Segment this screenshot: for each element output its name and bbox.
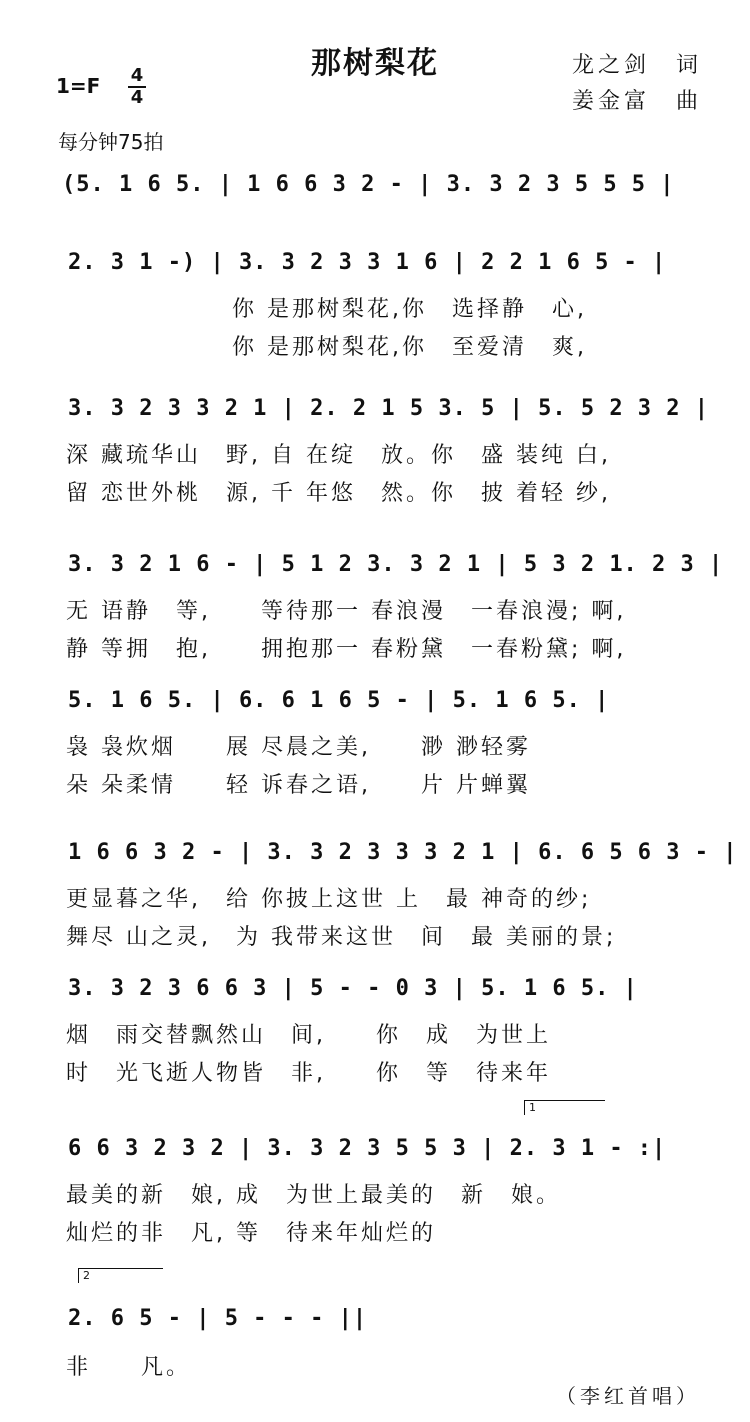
lyric-verse-2: 时 光飞逝人物皆 非, 你 等 待来年 bbox=[66, 1061, 551, 1086]
lyric-verse-2: 留 恋世外桃 源, 千 年悠 然。你 披 着轻 纱, bbox=[66, 481, 611, 506]
song-title: 那树梨花 bbox=[311, 46, 439, 81]
volta-2: 2 bbox=[78, 1268, 163, 1283]
lyric-verse-1: 深 藏琉华山 野, 自 在绽 放。你 盛 装纯 白, bbox=[66, 443, 611, 468]
notes-line: 1 6 6 3 2 - | 3. 3 2 3 3 3 2 1 | 6. 6 5 6 3 - | bbox=[68, 840, 738, 865]
singer-credit: （李红首唱） bbox=[556, 1384, 700, 1408]
lyric-verse-1: 最美的新 娘, 成 为世上最美的 新 娘。 bbox=[66, 1183, 561, 1208]
credits bbox=[572, 48, 702, 120]
time-numerator: 4 bbox=[130, 65, 144, 86]
lyric-verse-2: 朵 朵柔情 轻 诉春之语, 片 片蝉翼 bbox=[66, 773, 531, 798]
lyric-verse-1: 烟 雨交替飘然山 间, 你 成 为世上 bbox=[66, 1023, 551, 1048]
lyric-verse-1: 无 语静 等, 等待那一 春浪漫 一春浪漫; 啊, bbox=[66, 599, 627, 624]
lyric-verse-2: 静 等拥 抱, 拥抱那一 春粉黛 一春粉黛; 啊, bbox=[66, 637, 627, 662]
time-signature bbox=[128, 66, 146, 108]
lyric-verse-2: 你 是那树梨花,你 至爱清 爽, bbox=[232, 335, 587, 360]
notes-line: 3. 3 2 3 3 2 1 | 2. 2 1 5 3. 5 | 5. 5 2 3 2 | bbox=[68, 396, 710, 421]
lyricist: 龙之剑 词 bbox=[571, 53, 702, 78]
notes-line: 2. 3 1 -) | 3. 3 2 3 3 1 6 | 2 2 1 6 5 - | bbox=[68, 250, 667, 275]
notes-line: 5. 1 6 5. | 6. 6 1 6 5 - | 5. 1 6 5. | bbox=[68, 688, 610, 713]
time-denominator: 4 bbox=[130, 87, 144, 108]
lyric-verse-2: 舞尽 山之灵, 为 我带来这世 间 最 美丽的景; bbox=[66, 925, 617, 950]
notes-line: 6 6 3 2 3 2 | 3. 3 2 3 5 5 3 | 2. 3 1 - :| bbox=[68, 1136, 667, 1161]
notes-line: (5. 1 6 5. | 1 6 6 3 2 - | 3. 3 2 3 5 5 5 | bbox=[62, 172, 675, 197]
notes-line: 3. 3 2 3 6 6 3 | 5 - - 0 3 | 5. 1 6 5. | bbox=[68, 976, 638, 1001]
lyric-verse-2: 灿烂的非 凡, 等 待来年灿烂的 bbox=[66, 1221, 436, 1246]
notes-line: 2. 6 5 - | 5 - - - || bbox=[68, 1306, 368, 1331]
lyric-verse-1: 袅 袅炊烟 展 尽晨之美, 渺 渺轻雾 bbox=[66, 735, 531, 760]
notes-line: 3. 3 2 1 6 - | 5 1 2 3. 3 2 1 | 5 3 2 1. 2 3 | bbox=[68, 552, 724, 577]
lyric-verse-1: 更显暮之华, 给 你披上这世 上 最 神奇的纱; bbox=[66, 887, 592, 912]
lyric-verse-1: 非 凡。 bbox=[66, 1355, 192, 1380]
composer: 姜金富 曲 bbox=[571, 89, 702, 114]
key-signature: 1=F bbox=[56, 74, 101, 98]
lyric-verse-1: 你 是那树梨花,你 选择静 心, bbox=[232, 297, 587, 322]
tempo-marking: 每分钟75拍 bbox=[58, 130, 164, 154]
volta-1: 1 bbox=[524, 1100, 605, 1115]
